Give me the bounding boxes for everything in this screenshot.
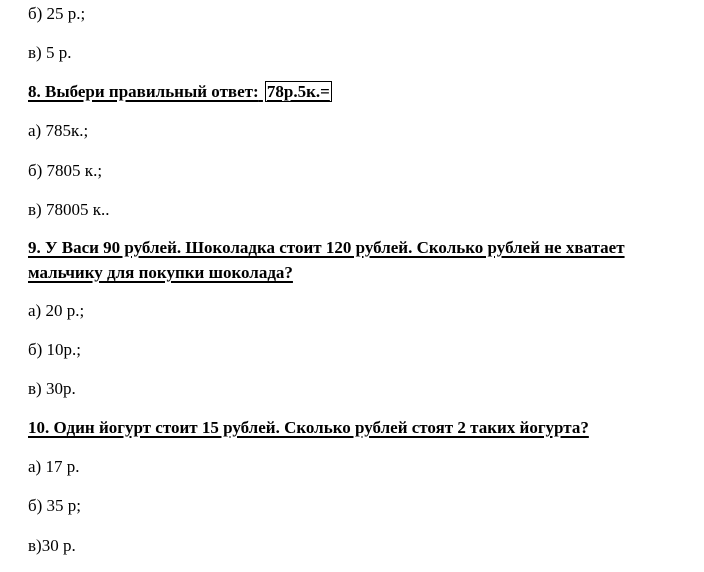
q9-option-c: в) 30р. bbox=[28, 379, 76, 398]
q8-option-b: б) 7805 к.; bbox=[28, 161, 103, 180]
q9-option-b: б) 10р.; bbox=[28, 340, 82, 359]
q8-question bbox=[28, 81, 332, 103]
q10-option-a: а) 17 р. bbox=[28, 457, 80, 476]
q10-question: 10. Один йогурт стоит 15 рублей. Сколько рублей стоят 2 таких йогурта? bbox=[28, 418, 589, 437]
q10-option-b: б) 35 р; bbox=[28, 496, 82, 515]
q8-option-a: а) 785к.; bbox=[28, 121, 89, 140]
q9-question-line2: мальчику для покупки шоколада? bbox=[28, 263, 293, 282]
q7-option-c: в) 5 р. bbox=[28, 43, 72, 62]
q10-option-c: в)30 р. bbox=[28, 536, 76, 555]
q7-option-b: б) 25 р.; bbox=[28, 4, 86, 23]
q8-prompt: 8. Выбери правильный ответ: bbox=[28, 82, 259, 101]
q9-option-a: а) 20 р.; bbox=[28, 301, 85, 320]
q9-question-line1: 9. У Васи 90 рублей. Шоколадка стоит 120 рублей. Сколько рублей не хватает bbox=[28, 238, 625, 257]
q8-expression: 78р.5к.= bbox=[266, 82, 330, 101]
q8-option-c: в) 78005 к.. bbox=[28, 200, 110, 219]
